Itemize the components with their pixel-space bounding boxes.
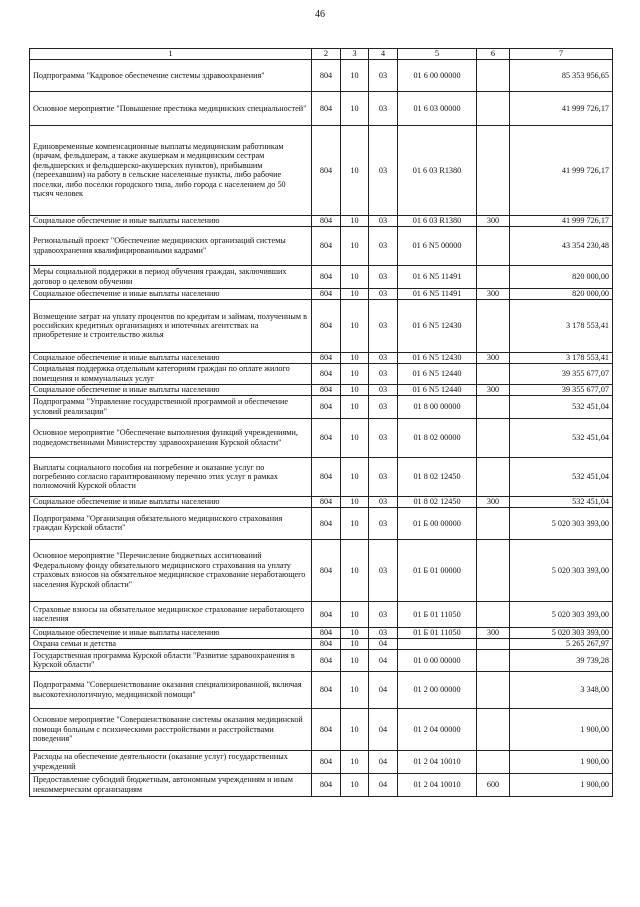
row-code-5: 01 6 N5 12430 (398, 352, 477, 363)
row-description: Страховые взносы на обязательное медицинское страхование неработающего населения (30, 601, 312, 627)
row-code-4: 03 (369, 539, 398, 601)
row-code-4: 03 (369, 299, 398, 352)
row-code-6 (477, 507, 510, 539)
row-code-2: 804 (312, 418, 341, 457)
row-amount: 5 020 303 393,00 (510, 627, 613, 638)
row-code-2: 804 (312, 627, 341, 638)
row-code-5 (398, 638, 477, 649)
row-amount: 532 451,04 (510, 496, 613, 507)
row-code-3: 10 (341, 418, 369, 457)
row-code-2: 804 (312, 457, 341, 496)
row-code-4: 03 (369, 288, 398, 299)
row-code-3: 10 (341, 773, 369, 796)
header-cell: 5 (398, 49, 477, 60)
row-code-6 (477, 671, 510, 708)
row-code-3: 10 (341, 708, 369, 750)
row-code-6 (477, 59, 510, 91)
row-code-4: 04 (369, 649, 398, 671)
row-code-6: 300 (477, 496, 510, 507)
row-code-6 (477, 226, 510, 265)
row-code-5: 01 6 N5 11491 (398, 288, 477, 299)
row-code-3: 10 (341, 601, 369, 627)
row-amount: 39 739,28 (510, 649, 613, 671)
row-code-5: 01 6 N5 00000 (398, 226, 477, 265)
row-code-2: 804 (312, 215, 341, 226)
row-code-6 (477, 299, 510, 352)
header-cell: 3 (341, 49, 369, 60)
row-code-4: 04 (369, 638, 398, 649)
row-code-2: 804 (312, 91, 341, 125)
row-description: Региональный проект "Обеспечение медицинских организаций системы здравоохранения квалифицированными кадрами" (30, 226, 312, 265)
row-code-6 (477, 601, 510, 627)
row-code-2: 804 (312, 395, 341, 418)
header-cell: 6 (477, 49, 510, 60)
table-row (30, 750, 613, 773)
row-code-6 (477, 418, 510, 457)
row-code-5: 01 6 03 R1380 (398, 125, 477, 215)
row-amount: 1 900,00 (510, 708, 613, 750)
row-code-4: 04 (369, 773, 398, 796)
row-description: Единовременные компенсационные выплаты медицинским работникам (врачам, фельдшерам, а также акушеркам и медицинским сестрам фельдшерских и фельдшерско-акушерских пунктов), прибывшим (переехавшим) на работу в сельские населенные пункты, либо рабочие поселки, либо поселки городского типа, либо города с населением до 50 тысяч человек (30, 125, 312, 215)
row-code-5: 01 Б 01 11050 (398, 627, 477, 638)
row-description: Основное мероприятие "Повышение престижа медицинских специальностей" (30, 91, 312, 125)
row-code-5: 01 6 03 R1380 (398, 215, 477, 226)
row-code-2: 804 (312, 601, 341, 627)
row-amount: 532 451,04 (510, 395, 613, 418)
row-code-5: 01 8 02 12450 (398, 457, 477, 496)
table-row (30, 59, 613, 91)
row-code-2: 804 (312, 352, 341, 363)
table-row (30, 708, 613, 750)
row-code-2: 804 (312, 125, 341, 215)
row-description: Социальное обеспечение и иные выплаты населению (30, 496, 312, 507)
row-code-6 (477, 539, 510, 601)
row-code-2: 804 (312, 750, 341, 773)
row-code-3: 10 (341, 125, 369, 215)
row-amount: 5 020 303 393,00 (510, 507, 613, 539)
row-code-5: 01 6 N5 12430 (398, 299, 477, 352)
row-code-4: 03 (369, 507, 398, 539)
table-row (30, 91, 613, 125)
row-description: Социальная поддержка отдельным категориям граждан по оплате жилого помещения и коммунальных услуг (30, 363, 312, 384)
table-row (30, 265, 613, 288)
table-row (30, 627, 613, 638)
row-code-3: 10 (341, 671, 369, 708)
row-code-2: 804 (312, 708, 341, 750)
row-description: Подпрограмма "Совершенствование оказания специализированной, включая высокотехнологичную, медицинской помощи" (30, 671, 312, 708)
row-code-2: 804 (312, 539, 341, 601)
header-cell: 2 (312, 49, 341, 60)
row-description: Расходы на обеспечение деятельности (оказание услуг) государственных учреждений (30, 750, 312, 773)
row-code-6: 300 (477, 627, 510, 638)
row-code-3: 10 (341, 496, 369, 507)
row-code-2: 804 (312, 59, 341, 91)
row-code-3: 10 (341, 750, 369, 773)
row-code-5: 01 6 N5 12440 (398, 363, 477, 384)
row-code-3: 10 (341, 649, 369, 671)
row-description: Охрана семьи и детства (30, 638, 312, 649)
row-code-6 (477, 91, 510, 125)
row-code-3: 10 (341, 638, 369, 649)
row-code-4: 03 (369, 265, 398, 288)
row-code-4: 03 (369, 627, 398, 638)
row-code-3: 10 (341, 352, 369, 363)
row-code-4: 04 (369, 671, 398, 708)
row-code-4: 03 (369, 601, 398, 627)
row-description: Подпрограмма "Кадровое обеспечение системы здравоохранения" (30, 59, 312, 91)
row-code-6: 300 (477, 384, 510, 395)
row-code-5: 01 6 N5 12440 (398, 384, 477, 395)
row-code-2: 804 (312, 649, 341, 671)
row-amount: 43 354 230,48 (510, 226, 613, 265)
row-description: Меры социальной поддержки в период обучения граждан, заключивших договор о целевом обучении (30, 265, 312, 288)
row-description: Подпрограмма "Организация обязательного медицинского страхования граждан Курской области" (30, 507, 312, 539)
row-description: Социальное обеспечение и иные выплаты населению (30, 627, 312, 638)
table-row (30, 671, 613, 708)
row-code-4: 03 (369, 363, 398, 384)
row-code-6 (477, 125, 510, 215)
row-code-6 (477, 457, 510, 496)
row-description: Государственная программа Курской области "Развитие здравоохранения в Курской области" (30, 649, 312, 671)
row-code-5: 01 2 04 10010 (398, 750, 477, 773)
row-code-2: 804 (312, 226, 341, 265)
row-code-6 (477, 638, 510, 649)
row-amount: 5 020 303 393,00 (510, 601, 613, 627)
row-code-5: 01 8 02 12450 (398, 496, 477, 507)
row-code-4: 03 (369, 59, 398, 91)
row-code-4: 03 (369, 457, 398, 496)
row-code-2: 804 (312, 265, 341, 288)
table-row (30, 649, 613, 671)
row-code-6 (477, 265, 510, 288)
row-code-5: 01 0 00 00000 (398, 649, 477, 671)
table-row (30, 457, 613, 496)
row-amount: 5 265 267,97 (510, 638, 613, 649)
row-amount: 3 348,00 (510, 671, 613, 708)
row-code-5: 01 Б 00 00000 (398, 507, 477, 539)
table-row (30, 288, 613, 299)
row-code-4: 03 (369, 226, 398, 265)
row-code-3: 10 (341, 59, 369, 91)
table-row (30, 352, 613, 363)
header-cell: 1 (30, 49, 312, 60)
table-header-row (30, 49, 613, 60)
row-code-3: 10 (341, 539, 369, 601)
row-code-6 (477, 395, 510, 418)
row-code-6 (477, 649, 510, 671)
row-code-3: 10 (341, 265, 369, 288)
page-number: 46 (315, 9, 325, 20)
row-description: Основное мероприятие "Обеспечение выполнения функций учреждениями, подведомственными Министерству здравоохранения Курской области" (30, 418, 312, 457)
table-row (30, 384, 613, 395)
row-code-6 (477, 708, 510, 750)
row-description: Предоставление субсидий бюджетным, автономным учреждениям и иным некоммерческим организациям (30, 773, 312, 796)
row-code-3: 10 (341, 215, 369, 226)
row-code-4: 03 (369, 125, 398, 215)
row-amount: 41 999 726,17 (510, 91, 613, 125)
row-description: Основное мероприятие "Перечисление бюджетных ассигнований Федеральному фонду обязательного медицинского страхования на уплату страховых взносов на обязательное медицинское страхование неработающего населения Курской области" (30, 539, 312, 601)
row-description: Возмещение затрат на уплату процентов по кредитам и займам, полученным в российских кредитных организациях и ипотечных агентствах на приобретение и строительство жилья (30, 299, 312, 352)
row-amount: 5 020 303 393,00 (510, 539, 613, 601)
row-amount: 3 178 553,41 (510, 299, 613, 352)
row-amount: 3 178 553,41 (510, 352, 613, 363)
row-description: Социальное обеспечение и иные выплаты населению (30, 352, 312, 363)
row-code-4: 03 (369, 384, 398, 395)
row-amount: 820 000,00 (510, 265, 613, 288)
table-row (30, 638, 613, 649)
table-row (30, 125, 613, 215)
row-code-5: 01 8 02 00000 (398, 418, 477, 457)
row-code-4: 03 (369, 91, 398, 125)
table-row (30, 215, 613, 226)
table-row (30, 539, 613, 601)
row-code-2: 804 (312, 671, 341, 708)
row-code-4: 04 (369, 750, 398, 773)
row-description: Социальное обеспечение и иные выплаты населению (30, 384, 312, 395)
row-code-2: 804 (312, 384, 341, 395)
row-code-5: 01 2 04 00000 (398, 708, 477, 750)
row-code-4: 03 (369, 395, 398, 418)
row-code-2: 804 (312, 773, 341, 796)
row-code-2: 804 (312, 496, 341, 507)
row-amount: 532 451,04 (510, 418, 613, 457)
row-code-3: 10 (341, 507, 369, 539)
row-code-5: 01 6 03 00000 (398, 91, 477, 125)
table-row (30, 507, 613, 539)
row-code-3: 10 (341, 457, 369, 496)
row-description: Выплаты социального пособия на погребение и оказание услуг по погребению согласно гарантированному перечню этих услуг в рамках полномочий Курской области (30, 457, 312, 496)
row-amount: 85 353 956,65 (510, 59, 613, 91)
row-description: Социальное обеспечение и иные выплаты населению (30, 288, 312, 299)
row-code-4: 03 (369, 215, 398, 226)
row-code-2: 804 (312, 299, 341, 352)
row-code-5: 01 2 00 00000 (398, 671, 477, 708)
table-row (30, 601, 613, 627)
row-code-3: 10 (341, 363, 369, 384)
row-code-6: 300 (477, 352, 510, 363)
row-amount: 41 999 726,17 (510, 215, 613, 226)
row-amount: 820 000,00 (510, 288, 613, 299)
row-code-4: 03 (369, 418, 398, 457)
row-amount: 39 355 677,07 (510, 384, 613, 395)
row-amount: 39 355 677,07 (510, 363, 613, 384)
row-code-5: 01 Б 01 00000 (398, 539, 477, 601)
table-row (30, 496, 613, 507)
row-code-5: 01 Б 01 11050 (398, 601, 477, 627)
row-code-2: 804 (312, 507, 341, 539)
row-amount: 41 999 726,17 (510, 125, 613, 215)
row-description: Социальное обеспечение и иные выплаты населению (30, 215, 312, 226)
row-code-3: 10 (341, 226, 369, 265)
row-description: Подпрограмма "Управление государственной программой и обеспечение условий реализации" (30, 395, 312, 418)
table-row (30, 299, 613, 352)
table-row (30, 363, 613, 384)
row-code-6: 300 (477, 215, 510, 226)
row-code-4: 04 (369, 708, 398, 750)
row-code-4: 03 (369, 496, 398, 507)
table-row (30, 395, 613, 418)
table-row (30, 773, 613, 796)
row-code-2: 804 (312, 288, 341, 299)
row-code-3: 10 (341, 288, 369, 299)
row-code-3: 10 (341, 395, 369, 418)
row-code-5: 01 6 00 00000 (398, 59, 477, 91)
row-amount: 532 451,04 (510, 457, 613, 496)
row-code-5: 01 2 04 10010 (398, 773, 477, 796)
row-code-3: 10 (341, 627, 369, 638)
table-row (30, 226, 613, 265)
row-code-3: 10 (341, 384, 369, 395)
header-cell: 4 (369, 49, 398, 60)
row-amount: 1 900,00 (510, 773, 613, 796)
row-code-5: 01 6 N5 11491 (398, 265, 477, 288)
table-row (30, 418, 613, 457)
row-code-6 (477, 750, 510, 773)
row-code-5: 01 8 00 00000 (398, 395, 477, 418)
row-code-6: 300 (477, 288, 510, 299)
row-code-2: 804 (312, 638, 341, 649)
row-code-3: 10 (341, 91, 369, 125)
row-code-3: 10 (341, 299, 369, 352)
row-code-6 (477, 363, 510, 384)
row-code-6: 600 (477, 773, 510, 796)
row-description: Основное мероприятие "Совершенствование системы оказания медицинской помощи больным с психическими расстройствами и расстройствами поведения" (30, 708, 312, 750)
row-amount: 1 900,00 (510, 750, 613, 773)
budget-table (29, 48, 613, 797)
row-code-2: 804 (312, 363, 341, 384)
header-cell: 7 (510, 49, 613, 60)
row-code-4: 03 (369, 352, 398, 363)
